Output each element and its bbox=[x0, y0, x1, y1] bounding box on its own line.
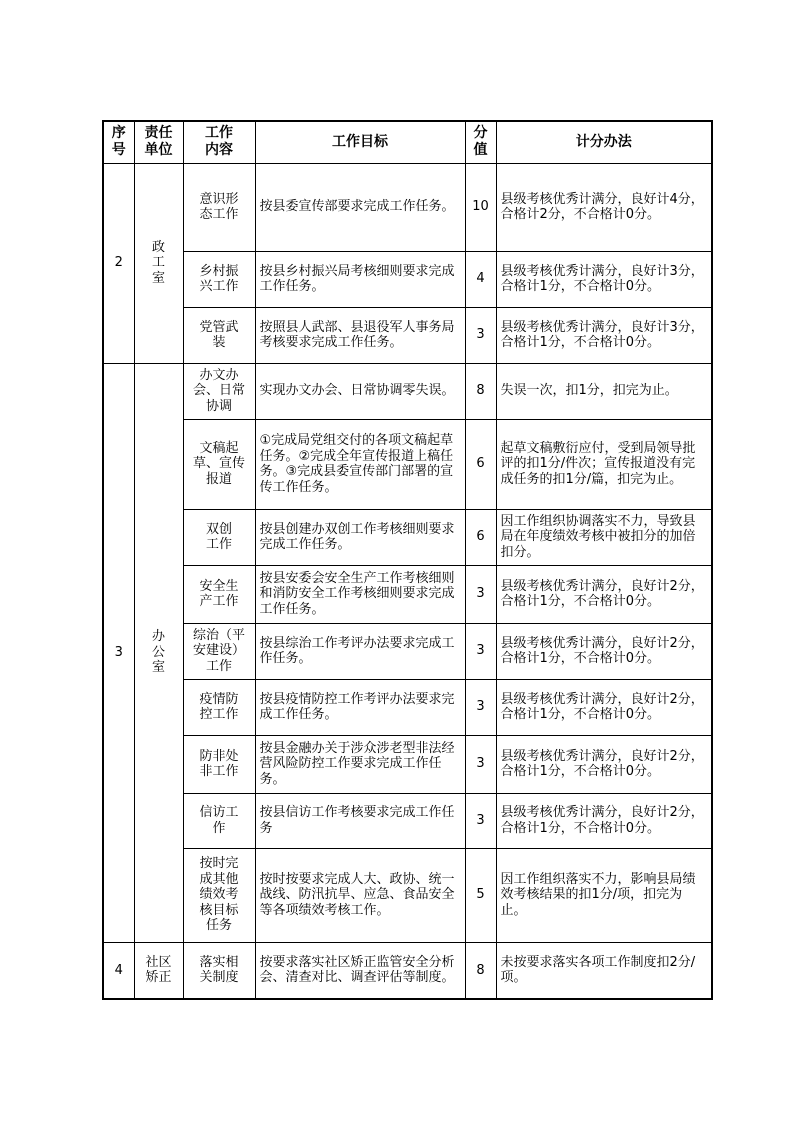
assessment-table bbox=[102, 120, 713, 1000]
content-cell: 双创 工作 bbox=[183, 509, 255, 565]
table-row bbox=[103, 735, 712, 793]
table-row bbox=[103, 163, 712, 251]
header-seq: 序 号 bbox=[103, 121, 134, 163]
content-cell: 文稿起 草、宣传 报道 bbox=[183, 419, 255, 509]
score-cell: 5 bbox=[465, 848, 496, 942]
content-cell: 安全生 产工作 bbox=[183, 565, 255, 623]
method-cell: 县级考核优秀计满分，良好计2分，合格计1分，不合格计0分。 bbox=[496, 679, 712, 735]
goal-cell: 按县综治工作考评办法要求完成工作任务。 bbox=[255, 623, 465, 679]
score-cell: 6 bbox=[465, 419, 496, 509]
table-row bbox=[103, 623, 712, 679]
header-score: 分 值 bbox=[465, 121, 496, 163]
goal-cell: 按县疫情防控工作考评办法要求完成工作任务。 bbox=[255, 679, 465, 735]
table-row bbox=[103, 679, 712, 735]
unit-cell: 办 公 室 bbox=[134, 363, 183, 942]
method-cell: 县级考核优秀计满分，良好计2分，合格计1分，不合格计0分。 bbox=[496, 793, 712, 848]
content-cell: 综治（平 安建设） 工作 bbox=[183, 623, 255, 679]
table-row bbox=[103, 419, 712, 509]
score-cell: 3 bbox=[465, 307, 496, 363]
table-row bbox=[103, 307, 712, 363]
header-method: 计分办法 bbox=[496, 121, 712, 163]
score-cell: 3 bbox=[465, 735, 496, 793]
goal-cell: 按县乡村振兴局考核细则要求完成工作任务。 bbox=[255, 251, 465, 307]
score-cell: 6 bbox=[465, 509, 496, 565]
header-unit: 责任 单位 bbox=[134, 121, 183, 163]
unit-cell: 政 工 室 bbox=[134, 163, 183, 363]
table-row bbox=[103, 509, 712, 565]
goal-cell: 按县信访工作考核要求完成工作任务 bbox=[255, 793, 465, 848]
table-row bbox=[103, 793, 712, 848]
goal-cell: 按县金融办关于涉众涉老型非法经营风险防控工作要求完成工作任务。 bbox=[255, 735, 465, 793]
goal-cell: 按县委宣传部要求完成工作任务。 bbox=[255, 163, 465, 251]
goal-cell: 按要求落实社区矫正监管安全分析会、清查对比、调查评估等制度。 bbox=[255, 942, 465, 999]
score-cell: 8 bbox=[465, 942, 496, 999]
score-cell: 8 bbox=[465, 363, 496, 419]
table-row bbox=[103, 942, 712, 999]
content-cell: 疫情防 控工作 bbox=[183, 679, 255, 735]
goal-cell: 按县安委会安全生产工作考核细则和消防安全工作考核细则要求完成工作任务。 bbox=[255, 565, 465, 623]
method-cell: 失误一次，扣1分，扣完为止。 bbox=[496, 363, 712, 419]
score-cell: 3 bbox=[465, 565, 496, 623]
content-cell: 落实相 关制度 bbox=[183, 942, 255, 999]
table-row bbox=[103, 363, 712, 419]
table-row bbox=[103, 251, 712, 307]
goal-cell: ①完成局党组交付的各项文稿起草任务。②完成全年宣传报道上稿任务。③完成县委宣传部门部署的宣传工作任务。 bbox=[255, 419, 465, 509]
content-cell: 办文办 会、日常 协调 bbox=[183, 363, 255, 419]
content-cell: 乡村振 兴工作 bbox=[183, 251, 255, 307]
unit-cell: 社区 矫正 bbox=[134, 942, 183, 999]
method-cell: 县级考核优秀计满分，良好计2分，合格计1分，不合格计0分。 bbox=[496, 623, 712, 679]
table-row bbox=[103, 565, 712, 623]
seq-cell: 2 bbox=[103, 163, 134, 363]
header-goal: 工作目标 bbox=[255, 121, 465, 163]
content-cell: 防非处 非工作 bbox=[183, 735, 255, 793]
method-cell: 因工作组织协调落实不力，导致县局在年度绩效考核中被扣分的加倍扣分。 bbox=[496, 509, 712, 565]
header-content: 工作 内容 bbox=[183, 121, 255, 163]
method-cell: 县级考核优秀计满分，良好计3分，合格计1分，不合格计0分。 bbox=[496, 307, 712, 363]
goal-cell: 按照县人武部、县退役军人事务局考核要求完成工作任务。 bbox=[255, 307, 465, 363]
score-cell: 4 bbox=[465, 251, 496, 307]
score-cell: 10 bbox=[465, 163, 496, 251]
method-cell: 县级考核优秀计满分，良好计2分，合格计1分，不合格计0分。 bbox=[496, 565, 712, 623]
content-cell: 信访工 作 bbox=[183, 793, 255, 848]
seq-cell: 3 bbox=[103, 363, 134, 942]
goal-cell: 按县创建办双创工作考核细则要求完成工作任务。 bbox=[255, 509, 465, 565]
content-cell: 按时完 成其他 绩效考 核目标 任务 bbox=[183, 848, 255, 942]
score-cell: 3 bbox=[465, 679, 496, 735]
goal-cell: 实现办文办会、日常协调零失误。 bbox=[255, 363, 465, 419]
content-cell: 意识形 态工作 bbox=[183, 163, 255, 251]
score-cell: 3 bbox=[465, 793, 496, 848]
method-cell: 未按要求落实各项工作制度扣2分/项。 bbox=[496, 942, 712, 999]
method-cell: 起草文稿敷衍应付，受到局领导批评的扣1分/件次；宣传报道没有完成任务的扣1分/篇，扣完为止。 bbox=[496, 419, 712, 509]
score-cell: 3 bbox=[465, 623, 496, 679]
table-row bbox=[103, 848, 712, 942]
goal-cell: 按时按要求完成人大、政协、统一战线、防汛抗旱、应急、食品安全等各项绩效考核工作。 bbox=[255, 848, 465, 942]
method-cell: 县级考核优秀计满分，良好计4分，合格计2分，不合格计0分。 bbox=[496, 163, 712, 251]
content-cell: 党管武 装 bbox=[183, 307, 255, 363]
header-row bbox=[103, 121, 712, 163]
method-cell: 县级考核优秀计满分，良好计2分，合格计1分，不合格计0分。 bbox=[496, 735, 712, 793]
seq-cell: 4 bbox=[103, 942, 134, 999]
method-cell: 县级考核优秀计满分，良好计3分，合格计1分，不合格计0分。 bbox=[496, 251, 712, 307]
method-cell: 因工作组织落实不力，影响县局绩效考核结果的扣1分/项，扣完为止。 bbox=[496, 848, 712, 942]
